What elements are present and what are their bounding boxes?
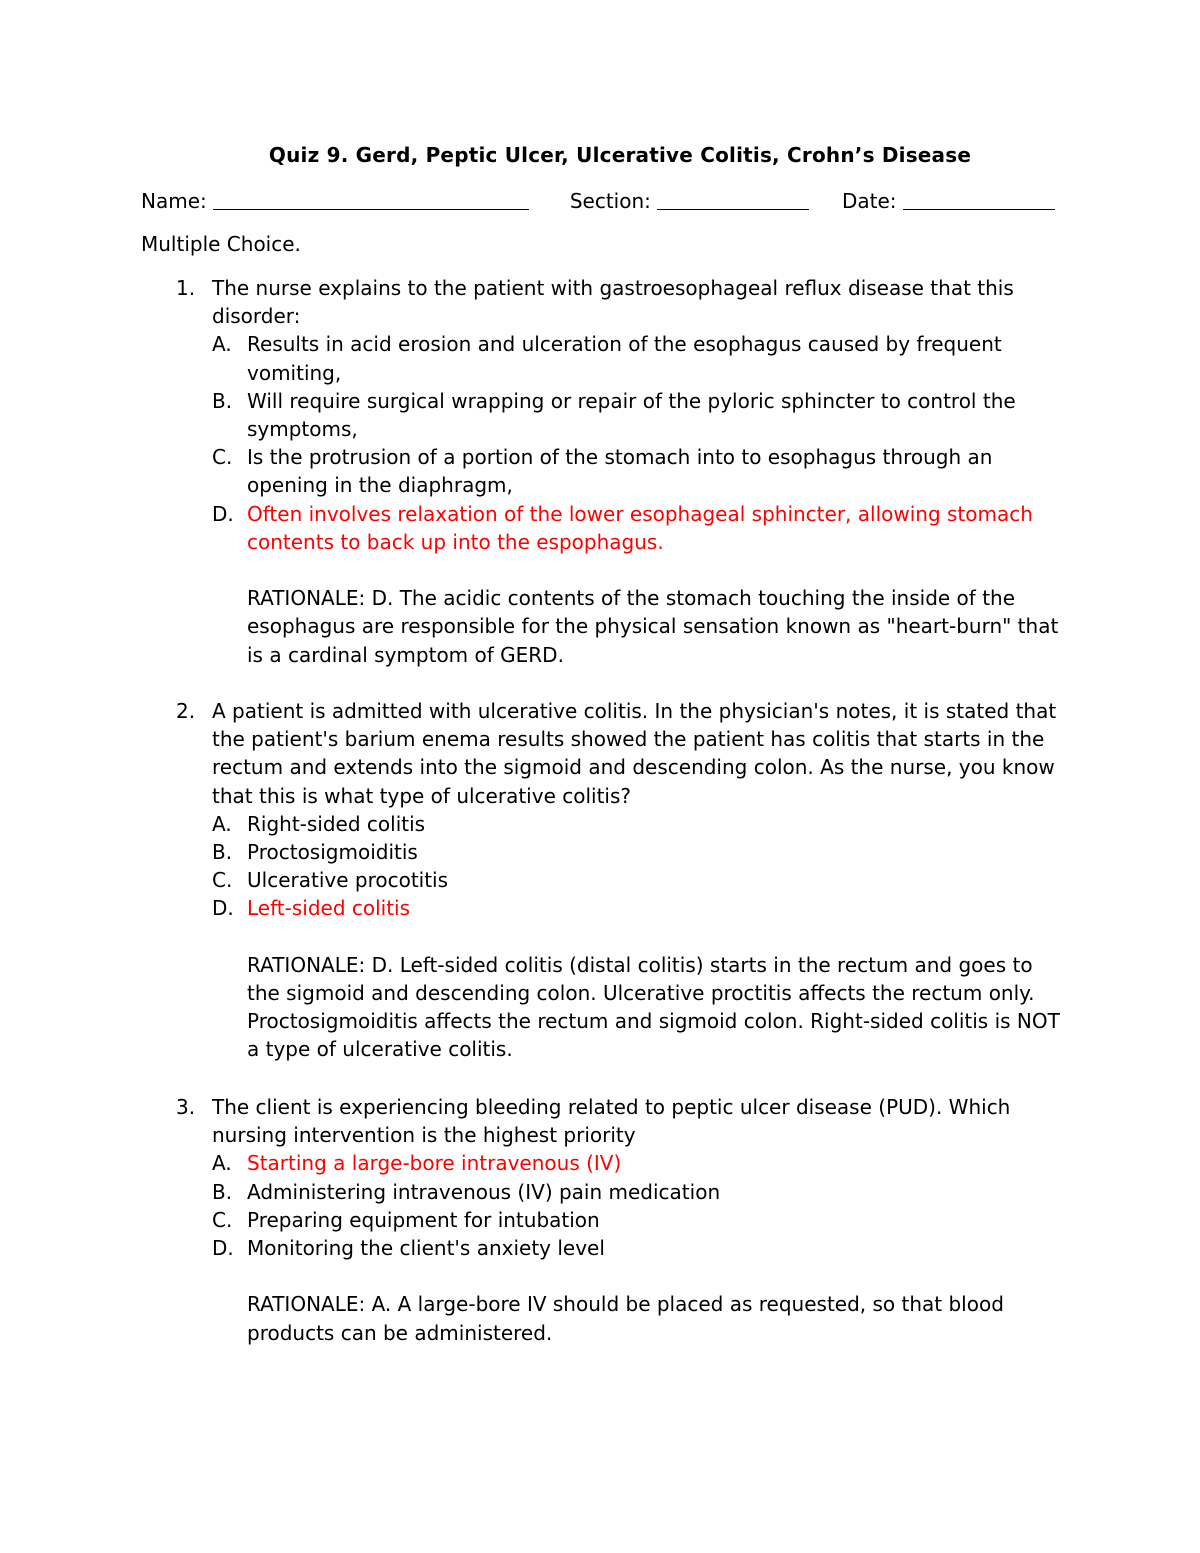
question-text: A patient is admitted with ulcerative colitis. In the physician's notes, it is stated that the patient's barium enema results showed the patient has colitis that starts in the rectum and extends into the sigmoid and descending colon. As the nurse, you know that this is what type of ulcerative colitis?	[212, 699, 1057, 808]
option-text: Administering intravenous (IV) pain medication	[247, 1179, 721, 1204]
question-stem	[141, 697, 1071, 810]
question-number: 3.	[176, 1095, 196, 1119]
correct-answer-text: Often involves relaxation of the lower esophageal sphincter, allowing stomach contents to back up into the espophagus.	[247, 501, 1033, 554]
option-letter: B.	[212, 840, 233, 865]
option-a	[141, 330, 1071, 386]
option-d-correct	[141, 894, 1071, 922]
name-blank	[213, 189, 529, 210]
option-text: Proctosigmoiditis	[247, 840, 418, 865]
option-letter: A.	[212, 1151, 232, 1176]
section-heading: Multiple Choice.	[141, 232, 301, 256]
date-label: Date:	[841, 189, 897, 213]
option-letter: D.	[212, 896, 234, 921]
option-letter: C.	[212, 868, 233, 893]
question-3	[141, 1093, 1071, 1347]
option-b	[141, 838, 1071, 866]
rationale: RATIONALE: A. A large-bore IV should be placed as requested, so that blood products can be administered.	[247, 1292, 1004, 1345]
question-stem	[141, 1093, 1071, 1149]
question-text: The client is experiencing bleeding related to peptic ulcer disease (PUD). Which nursing intervention is the highest priority	[212, 1095, 1011, 1148]
option-text: Preparing equipment for intubation	[247, 1207, 600, 1232]
question-stem	[141, 274, 1071, 330]
option-b	[141, 1178, 1071, 1206]
option-letter: D.	[212, 501, 234, 526]
option-c	[141, 866, 1071, 894]
option-letter: C.	[212, 445, 233, 470]
rationale: RATIONALE: D. Left-sided colitis (distal colitis) starts in the rectum and goes to the sigmoid and descending colon. Ulcerative proctitis affects the rectum only. Proctosigmoiditis affects the rectum and sigmoid colon. Right-sided colitis is NOT a type of ulcerative colitis.	[247, 952, 1060, 1062]
question-1	[141, 274, 1071, 669]
question-number: 1.	[176, 276, 196, 300]
option-letter: A.	[212, 332, 232, 357]
option-text: Is the protrusion of a portion of the stomach into to esophagus through an opening in the diaphragm,	[247, 445, 993, 498]
student-info-line	[141, 187, 1081, 215]
correct-answer-text: Left-sided colitis	[247, 896, 411, 921]
question-number: 2.	[176, 699, 196, 723]
option-letter: A.	[212, 811, 232, 836]
correct-answer-text: Starting a large-bore intravenous (IV)	[247, 1151, 622, 1176]
option-c	[141, 1206, 1071, 1234]
name-label: Name:	[141, 189, 207, 213]
rationale: RATIONALE: D. The acidic contents of the stomach touching the inside of the esophagus are responsible for the physical sensation known as "heart-burn" that is a cardinal symptom of GERD.	[247, 586, 1059, 667]
option-letter: C.	[212, 1207, 233, 1232]
option-b	[141, 387, 1071, 443]
question-2	[141, 697, 1071, 1064]
option-text: Right-sided colitis	[247, 811, 426, 836]
option-text: Monitoring the client's anxiety level	[247, 1236, 605, 1261]
section-label: Section:	[569, 189, 651, 213]
option-letter: B.	[212, 388, 233, 413]
option-a	[141, 810, 1071, 838]
date-blank	[903, 189, 1055, 210]
option-d	[141, 1234, 1071, 1262]
option-d-correct	[141, 500, 1071, 556]
option-text: Will require surgical wrapping or repair of the pyloric sphincter to control the symptoms,	[247, 388, 1016, 442]
option-letter: D.	[212, 1236, 234, 1261]
option-a-correct	[141, 1149, 1071, 1177]
option-text: Results in acid erosion and ulceration of the esophagus caused by frequent vomiting,	[247, 332, 1002, 385]
page-title: Quiz 9. Gerd, Peptic Ulcer, Ulcerative Colitis, Crohn’s Disease	[268, 143, 972, 167]
section-blank	[657, 189, 809, 210]
option-text: Ulcerative procotitis	[247, 868, 449, 893]
question-text: The nurse explains to the patient with gastroesophageal reflux disease that this disorder:	[212, 276, 1014, 329]
option-letter: B.	[212, 1179, 233, 1204]
option-c	[141, 443, 1071, 499]
